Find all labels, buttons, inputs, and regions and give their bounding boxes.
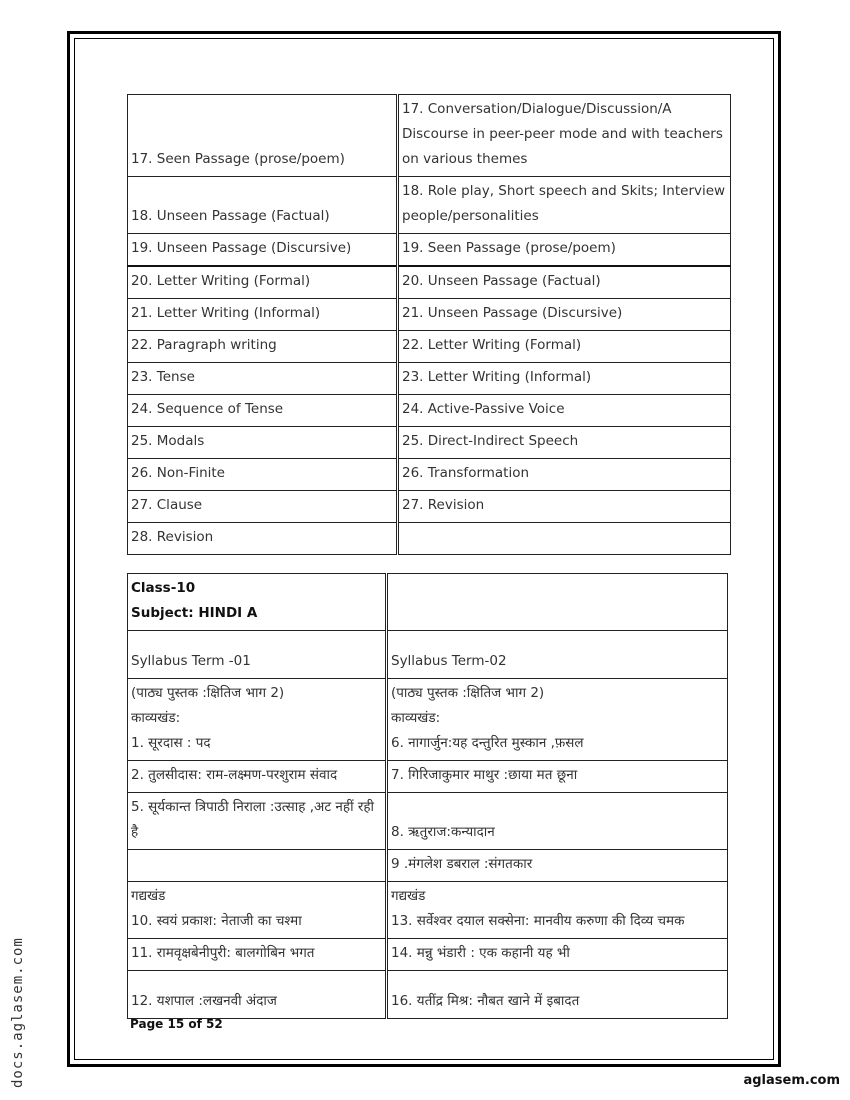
table-row [128, 363, 731, 395]
term1-cell: 23. Tense [128, 363, 398, 395]
term2-cell [387, 679, 728, 761]
empty-cell [128, 850, 387, 882]
term2-cell: 25. Direct-Indirect Speech [398, 427, 731, 459]
term1-cell: 27. Clause [128, 491, 398, 523]
term2-cell: 17. Conversation/Dialogue/Discussion/A Discourse in peer-peer mode and with teachers on various themes [398, 95, 731, 177]
term1-cell: 22. Paragraph writing [128, 331, 398, 363]
table-row [128, 631, 728, 679]
term1-cell: 26. Non-Finite [128, 459, 398, 491]
table-row [128, 523, 731, 555]
term1-cell: 20. Letter Writing (Formal) [128, 266, 398, 299]
table-row [128, 491, 731, 523]
lesson-item: 1. सूरदास : पद [131, 735, 211, 751]
table-row [128, 395, 731, 427]
term1-cell: 11. रामवृक्षबेनीपुरी: बालगोबिन भगत [128, 939, 387, 971]
section-label: काव्यखंड: [131, 710, 181, 726]
table-row [128, 793, 728, 850]
table-row [128, 266, 731, 299]
term2-cell: 21. Unseen Passage (Discursive) [398, 299, 731, 331]
term1-cell: 18. Unseen Passage (Factual) [128, 177, 398, 234]
term2-cell: 9 .मंगलेश डबराल :संगतकार [387, 850, 728, 882]
class-subject-cell [128, 574, 387, 631]
term2-cell [398, 523, 731, 555]
term2-cell: 24. Active-Passive Voice [398, 395, 731, 427]
term1-cell: 2. तुलसीदास: राम-लक्ष्मण-परशुराम संवाद [128, 761, 387, 793]
term2-cell: 18. Role play, Short speech and Skits; Interview people/personalities [398, 177, 731, 234]
hindi-syllabus-table [127, 573, 728, 1019]
term2-cell: 20. Unseen Passage (Factual) [398, 266, 731, 299]
empty-cell [387, 574, 728, 631]
table-row [128, 971, 728, 1019]
term1-cell: 19. Unseen Passage (Discursive) [128, 234, 398, 267]
term2-cell: 14. मन्नु भंडारी : एक कहानी यह भी [387, 939, 728, 971]
table-row [128, 177, 731, 234]
term1-cell: 28. Revision [128, 523, 398, 555]
lesson-item: 13. सर्वेश्वर दयाल सक्सेना: मानवीय करुणा की दिव्य चमक [391, 913, 685, 929]
side-watermark: docs.aglasem.com [10, 937, 26, 1088]
term1-cell: 24. Sequence of Tense [128, 395, 398, 427]
brand-label: aglasem.com [743, 1073, 840, 1088]
page-number: Page 15 of 52 [130, 1017, 223, 1031]
table-row [128, 574, 728, 631]
table-row [128, 679, 728, 761]
term1-cell: 21. Letter Writing (Informal) [128, 299, 398, 331]
class-label: Class-10 [131, 580, 196, 596]
table-row [128, 850, 728, 882]
term2-cell: 16. यतींद्र मिश्र: नौबत खाने में इबादत [387, 971, 728, 1019]
term2-cell: 7. गिरिजाकुमार माथुर :छाया मत छूना [387, 761, 728, 793]
table-row [128, 459, 731, 491]
term1-cell [128, 882, 387, 939]
term1-cell: 5. सूर्यकान्त त्रिपाठी निराला :उत्साह ,अट नहीं रही है [128, 793, 387, 850]
term1-cell [128, 679, 387, 761]
term2-cell: 27. Revision [398, 491, 731, 523]
term2-cell: 22. Letter Writing (Formal) [398, 331, 731, 363]
lesson-item: 10. स्वयं प्रकाश: नेताजी का चश्मा [131, 913, 302, 929]
table-row [128, 882, 728, 939]
table-row [128, 331, 731, 363]
term1-cell: 25. Modals [128, 427, 398, 459]
subject-label: Subject: HINDI A [131, 605, 258, 621]
textbook-label: (पाठ्य पुस्तक :क्षितिज भाग 2) [131, 685, 285, 701]
term1-heading: Syllabus Term -01 [128, 631, 387, 679]
term2-cell: 8. ऋतुराज:कन्यादान [387, 793, 728, 850]
term1-cell: 17. Seen Passage (prose/poem) [128, 95, 398, 177]
table-row [128, 95, 731, 177]
term2-heading: Syllabus Term-02 [387, 631, 728, 679]
section-label: काव्यखंड: [391, 710, 441, 726]
term2-cell: 26. Transformation [398, 459, 731, 491]
table-row [128, 939, 728, 971]
term1-cell: 12. यशपाल :लखनवी अंदाज [128, 971, 387, 1019]
table-row [128, 427, 731, 459]
english-syllabus-table [127, 94, 731, 555]
table-row [128, 234, 731, 267]
lesson-item: 6. नागार्जुन:यह दन्तुरित मुस्कान ,फ़सल [391, 735, 584, 751]
textbook-label: (पाठ्य पुस्तक :क्षितिज भाग 2) [391, 685, 545, 701]
term2-cell [387, 882, 728, 939]
table-row [128, 299, 731, 331]
term2-cell: 23. Letter Writing (Informal) [398, 363, 731, 395]
term2-cell: 19. Seen Passage (prose/poem) [398, 234, 731, 267]
table-row [128, 761, 728, 793]
section-label: गद्यखंड [391, 888, 426, 904]
section-label: गद्यखंड [131, 888, 166, 904]
